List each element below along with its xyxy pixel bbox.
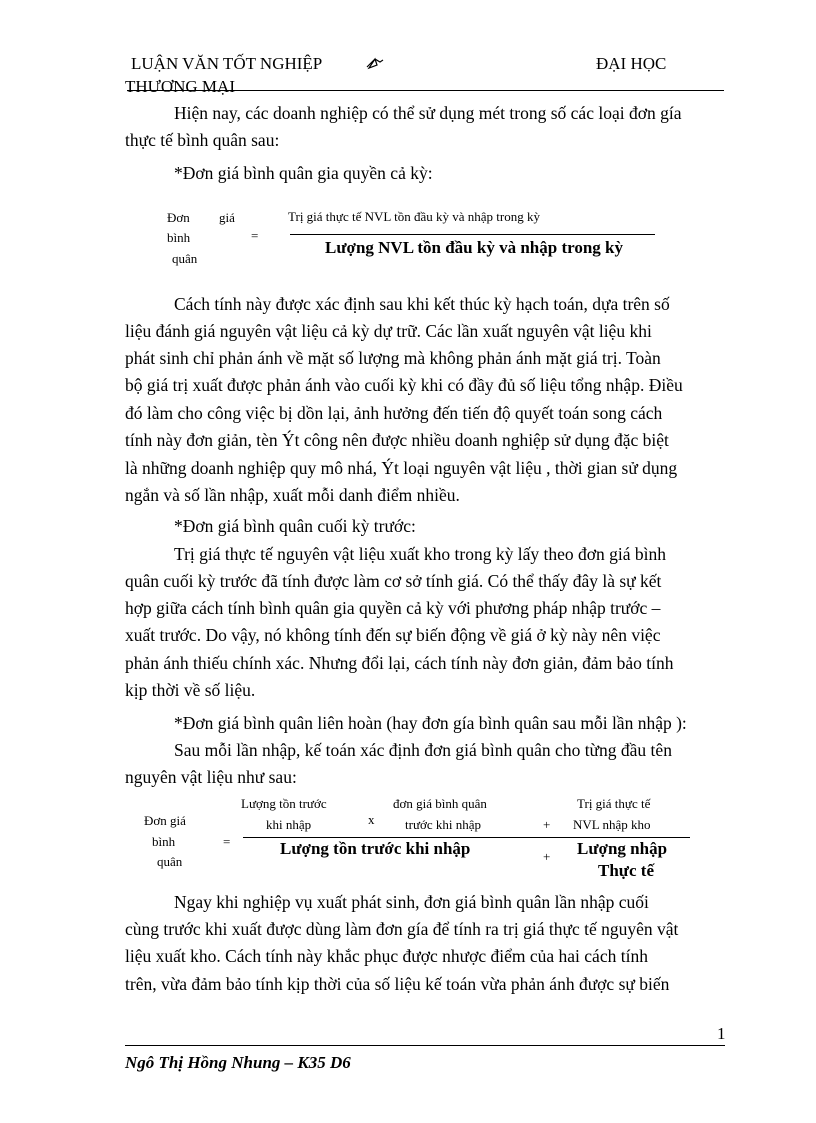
paragraph-2-line-6: tính này đơn giản, tèn Ýt công nên được nhiều doanh nghiệp sử dụng đặc biệt	[125, 430, 669, 450]
paragraph-2-line-8: ngắn và số lần nhập, xuất mỗi danh điểm nhiều.	[125, 485, 460, 505]
page-number: 1	[717, 1024, 726, 1043]
formula-1-denominator: Lượng NVL tồn đầu kỳ và nhập trong kỳ	[325, 238, 624, 257]
paragraph-4-line-1: Sau mỗi lần nhập, kế toán xác định đơn giá bình quân cho từng đầu tên	[174, 740, 672, 760]
paragraph-1-line-2: thực tế bình quân sau:	[125, 130, 280, 150]
writing-hand-icon	[366, 56, 384, 75]
paragraph-3-line-5: phản ánh thiếu chính xác. Nhưng đổi lại, cách tính này đơn giản, đảm bảo tính	[125, 653, 674, 673]
header-title-line2: THƯƠNG MẠI	[125, 77, 235, 96]
heading-previous-period-average: *Đơn giá bình quân cuối kỳ trước:	[174, 516, 416, 536]
paragraph-2-line-5: đó làm cho công việc bị dồn lại, ảnh hưởng đến tiến độ quyết toán song cách	[125, 403, 663, 423]
heading-moving-average: *Đơn giá bình quân liên hoàn (hay đơn gía bình quân sau mỗi lần nhập ):	[174, 713, 687, 733]
paragraph-3-line-2: quân cuối kỳ trước đã tính được làm cơ sở tính giá. Có thể thấy đây là sự kết	[125, 571, 662, 591]
paragraph-5-line-2: cùng trước khi xuất được dùng làm đơn gía để tính ra trị giá thực tế nguyên vật	[125, 919, 679, 939]
paragraph-3-line-3: hợp giữa cách tính bình quân gia quyền cả kỳ với phương pháp nhập trước –	[125, 598, 661, 618]
paragraph-2-line-7: là những doanh nghiệp quy mô nhá, Ýt loại nguyên vật liệu , thời gian sử dụng	[125, 458, 678, 478]
fraction-bar	[243, 837, 690, 838]
paragraph-2-line-1: Cách tính này được xác định sau khi kết thúc kỳ hạch toán, dựa trên số	[174, 294, 670, 314]
heading-weighted-average: *Đơn giá bình quân gia quyền cả kỳ:	[174, 163, 433, 183]
formula-1-numerator: Trị giá thực tế NVL tồn đầu kỳ và nhập trong kỳ	[288, 209, 540, 224]
paragraph-5-line-1: Ngay khi nghiệp vụ xuất phát sinh, đơn giá bình quân lần nhập cuối	[174, 892, 649, 912]
paragraph-2-line-4: bộ giá trị xuất được phản ánh vào cuối kỳ khi có đầy đủ số liệu tổng nhập. Điều	[125, 375, 683, 395]
fraction-bar	[290, 234, 655, 235]
paragraph-5-line-4: trên, vừa đảm bảo tính kịp thời của số liệu kế toán vừa phản ánh được sự biến	[125, 974, 670, 994]
paragraph-3-line-1: Trị giá thực tế nguyên vật liệu xuất kho trong kỳ lấy theo đơn giá bình	[174, 544, 666, 564]
paragraph-2-line-3: phát sinh chỉ phản ánh về mặt số lượng mà không phản ánh mặt giá trị. Toàn	[125, 348, 661, 368]
footer-rule	[125, 1045, 725, 1046]
header-title: LUẬN VĂN TỐT NGHIỆP	[131, 54, 323, 73]
paragraph-1-line-1: Hiện nay, các doanh nghiệp có thể sử dụng mét trong số các loại đơn gía	[174, 103, 682, 123]
paragraph-5-line-3: liệu xuất kho. Cách tính này khắc phục được nhược điểm của hai cách tính	[125, 946, 648, 966]
paragraph-3-line-4: xuất trước. Do vậy, nó không tính đến sự biến động về giá ở kỳ này nên việc	[125, 625, 661, 645]
header-university: ĐẠI HỌC	[596, 54, 667, 73]
footer-author: Ngô Thị Hồng Nhung – K35 D6	[125, 1053, 351, 1072]
paragraph-2-line-2: liệu đánh giá nguyên vật liệu cả kỳ dự trữ. Các lần xuất nguyên vật liệu khi	[125, 321, 652, 341]
paragraph-4-line-2: nguyên vật liệu như sau:	[125, 767, 297, 787]
paragraph-3-line-6: kịp thời về số liệu.	[125, 680, 256, 700]
